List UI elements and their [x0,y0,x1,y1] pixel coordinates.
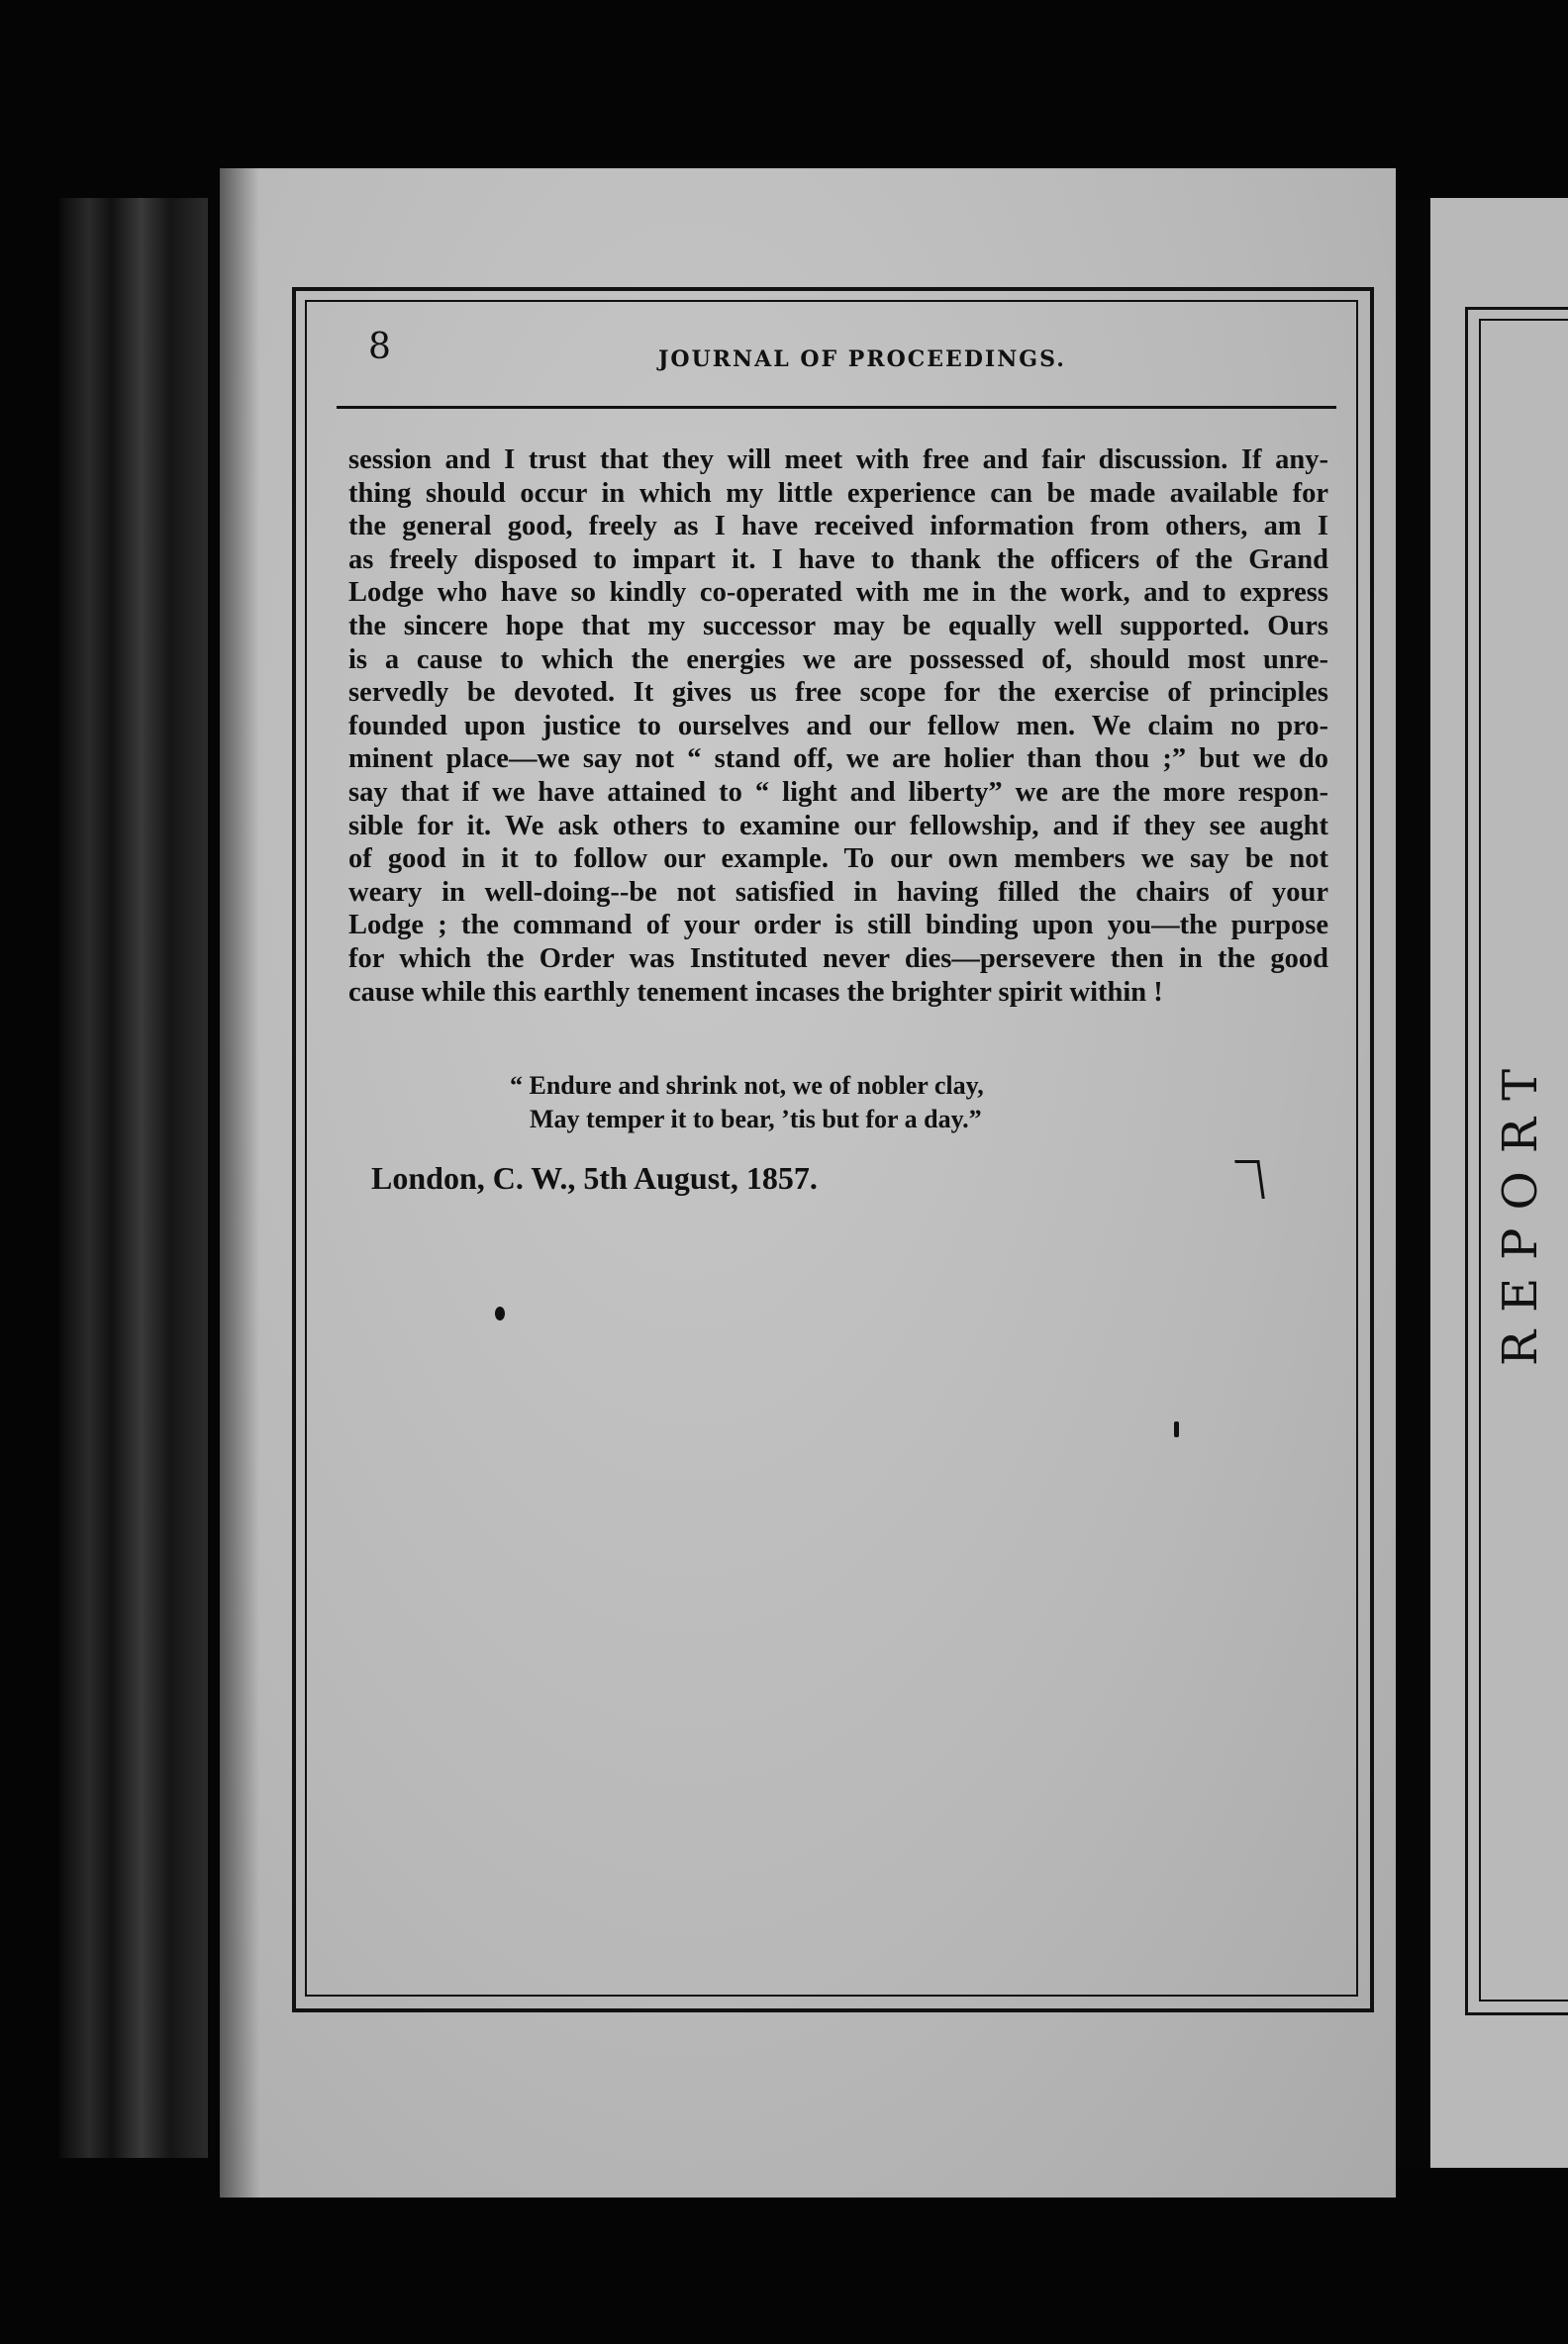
page-gutter [1398,198,1430,2168]
text-line: session and I trust that they will meet with free and fair discussion. If any- [348,444,1328,475]
text-line: say that if we have attained to “ light and liberty” we are the more respon- [348,776,1328,808]
running-head: JOURNAL OF PROCEEDINGS. [658,346,1066,372]
verse-line-1: “ Endure and shrink not, we of nobler clay, [510,1071,984,1100]
text-line: the general good, freely as I have received information from others, am I [348,511,1328,542]
handwritten-mark [1234,1160,1264,1199]
page-shadow [220,168,259,2198]
text-line: thing should occur in which my little experience can be made available for [348,477,1328,509]
text-line: founded upon justice to ourselves and our fellow men. We claim no pro- [348,710,1328,741]
ink-spot [495,1307,505,1320]
adjacent-page-title: REPORT [1493,1050,1548,1366]
verse-quote [510,1069,984,1136]
page-number: 8 [368,327,391,367]
text-line: Lodge ; the command of your order is still binding upon you—the purpose [348,910,1328,941]
text-line: Lodge who have so kindly co-operated with me in the work, and to express [348,577,1328,609]
text-line: cause while this earthly tenement incases the brighter spirit within ! [348,976,1163,1008]
text-line: is a cause to which the energies we are possessed of, should most unre- [348,643,1328,675]
text-line: weary in well-doing--be not satisfied in having filled the chairs of your [348,876,1328,908]
verse-line-2: May temper it to bear, ’tis but for a day.” [530,1105,982,1133]
text-line: the sincere hope that my successor may be equally well supported. Ours [348,610,1328,641]
ink-spot [1174,1421,1179,1437]
text-line: of good in it to follow our example. To our own members we say be not [348,843,1328,875]
text-line: minent place—we say not “ stand off, we are holier than thou ;” but we do [348,743,1328,775]
header-rule [337,406,1336,409]
text-line: for which the Order was Instituted never dies—persevere then in the good [348,942,1328,974]
text-line: servedly be devoted. It gives us free scope for the exercise of principles [348,677,1328,709]
text-line: sible for it. We ask others to examine our fellowship, and if they see aught [348,810,1328,841]
signoff-place-date: London, C. W., 5th August, 1857. [371,1160,818,1196]
text-line: as freely disposed to impart it. I have to thank the officers of the Grand [348,543,1328,575]
body-paragraph [348,443,1328,1009]
book-binding [59,198,208,2158]
